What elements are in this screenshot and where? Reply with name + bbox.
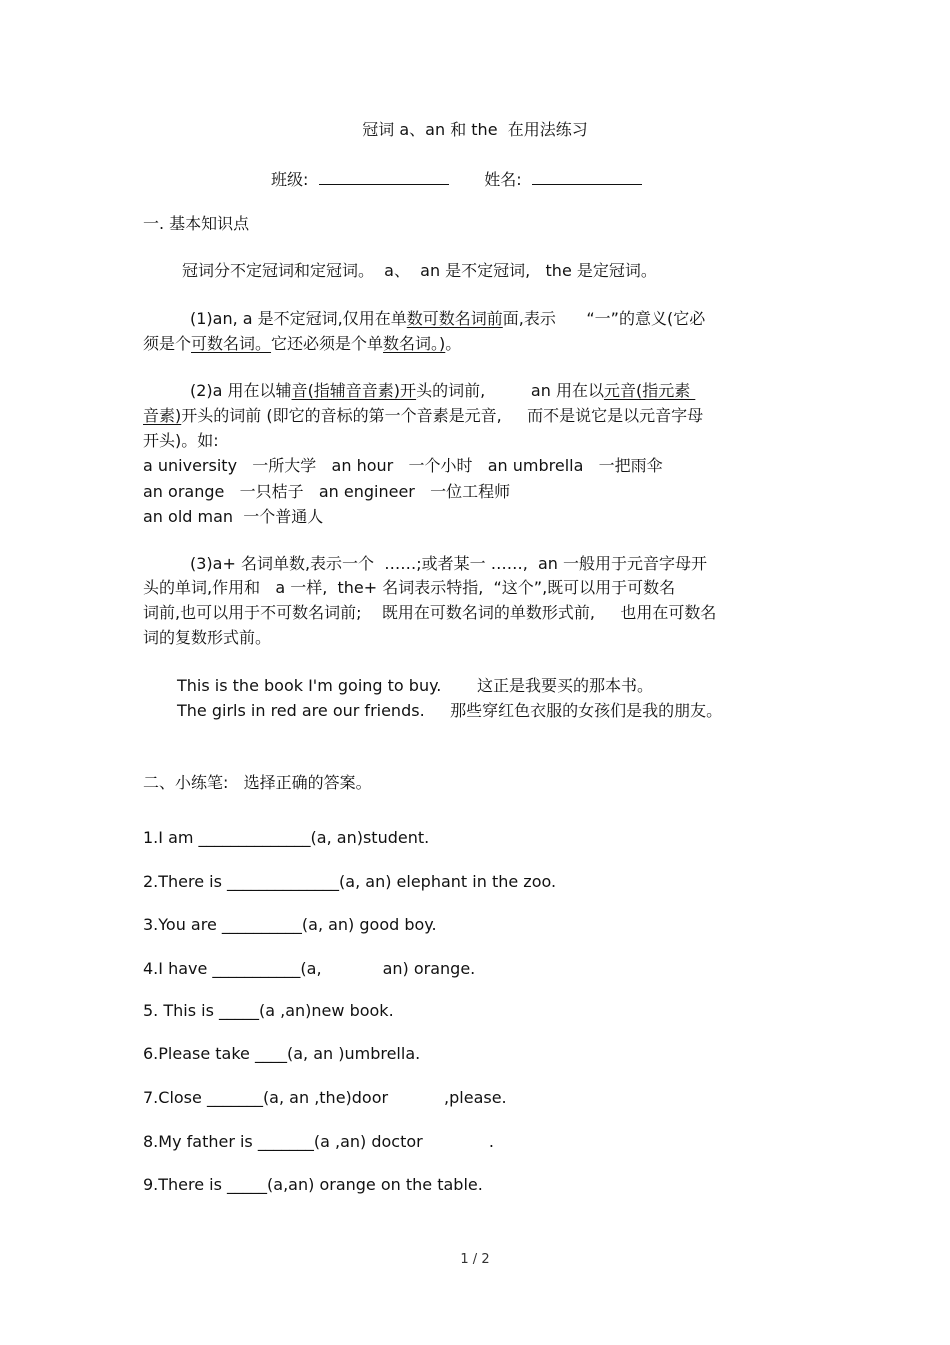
rule2-text: 开头的词前 (即它的音标的第一个音素是元音, 而不是说它是以元音字母 bbox=[181, 406, 704, 425]
rule2-underlined: 音素) bbox=[143, 406, 182, 425]
rule2-underlined: 元音(指元素 bbox=[603, 381, 696, 400]
example-sentence: The girls in red are our friends. 那些穿红色衣服的女孩们是我的朋友。 bbox=[177, 701, 723, 720]
name-blank[interactable] bbox=[532, 167, 642, 185]
question-item[interactable]: 3.You are __________(a, an) good boy. bbox=[143, 915, 437, 934]
example-sentence: This is the book I'm going to buy. 这正是我要买的那本书。 bbox=[177, 676, 653, 695]
section1-heading: 一. 基本知识点 bbox=[143, 214, 250, 233]
rule2-underlined: 音(指辅音音素)开 bbox=[291, 381, 417, 400]
rule1-underlined: 数名词。) bbox=[383, 334, 446, 353]
question-item[interactable]: 9.There is _____(a,an) orange on the table. bbox=[143, 1175, 483, 1194]
rule1-text: 它还必须是个单 bbox=[271, 334, 384, 353]
rule2-line3: 开头)。如: bbox=[143, 431, 219, 450]
rule2-line1 bbox=[190, 381, 695, 401]
question-item[interactable]: 4.I have ___________(a, an) orange. bbox=[143, 959, 476, 978]
rule1-text: 须是个 bbox=[143, 334, 192, 353]
rule1-text: 面,表示 “一”的意义(它必 bbox=[502, 309, 706, 328]
intro-paragraph: 冠词分不定冠词和定冠词。 a、 an 是不定冠词, the 是定冠词。 bbox=[182, 261, 657, 280]
rule1-text: (1)an, a 是不定冠词,仅用在单 bbox=[190, 309, 407, 328]
student-info-row bbox=[271, 167, 642, 190]
page-title: 冠词 a、an 和 the 在用法练习 bbox=[362, 120, 588, 139]
question-item[interactable]: 1.I am ______________(a, an)student. bbox=[143, 828, 430, 847]
question-item[interactable]: 8.My father is _______(a ,an) doctor . bbox=[143, 1132, 494, 1151]
rule2-line2 bbox=[143, 406, 703, 426]
example-line: a university 一所大学 an hour 一个小时 an umbrella 一把雨伞 bbox=[143, 456, 663, 475]
rule3-line: 词的复数形式前。 bbox=[143, 628, 272, 647]
rule1-line1 bbox=[190, 309, 705, 329]
rule1-text: 。 bbox=[445, 334, 462, 353]
example-line: an orange 一只桔子 an engineer 一位工程师 bbox=[143, 482, 511, 501]
page-number: 1 / 2 bbox=[460, 1252, 490, 1267]
example-line: an old man 一个普通人 bbox=[143, 507, 324, 526]
rule1-underlined: 数可数名词前 bbox=[406, 309, 503, 328]
rule3-line: (3)a+ 名词单数,表示一个 ……;或者某一 ……, an 一般用于元音字母开 bbox=[190, 554, 707, 573]
rule3-line: 词前,也可以用于不可数名词前; 既用在可数名词的单数形式前, 也用在可数名 bbox=[143, 603, 717, 622]
question-item[interactable]: 7.Close _______(a, an ,the)door ,please. bbox=[143, 1088, 507, 1107]
rule3-line: 头的单词,作用和 a 一样, the+ 名词表示特指, “这个”,既可以用于可数名 bbox=[143, 578, 676, 597]
section2-heading: 二、小练笔: 选择正确的答案。 bbox=[143, 773, 372, 792]
question-item[interactable]: 6.Please take ____(a, an )umbrella. bbox=[143, 1044, 421, 1063]
rule1-line2 bbox=[143, 334, 461, 354]
question-item[interactable]: 2.There is ______________(a, an) elephant in the zoo. bbox=[143, 872, 557, 891]
class-label: 班级: bbox=[271, 170, 309, 189]
rule2-text: 头的词前, an 用在以 bbox=[416, 381, 604, 400]
name-label: 姓名: bbox=[484, 170, 522, 189]
rule2-text: (2)a 用在以辅 bbox=[190, 381, 292, 400]
question-item[interactable]: 5. This is _____(a ,an)new book. bbox=[143, 1001, 394, 1020]
class-blank[interactable] bbox=[319, 167, 449, 185]
rule1-underlined: 可数名词。 bbox=[191, 334, 272, 353]
